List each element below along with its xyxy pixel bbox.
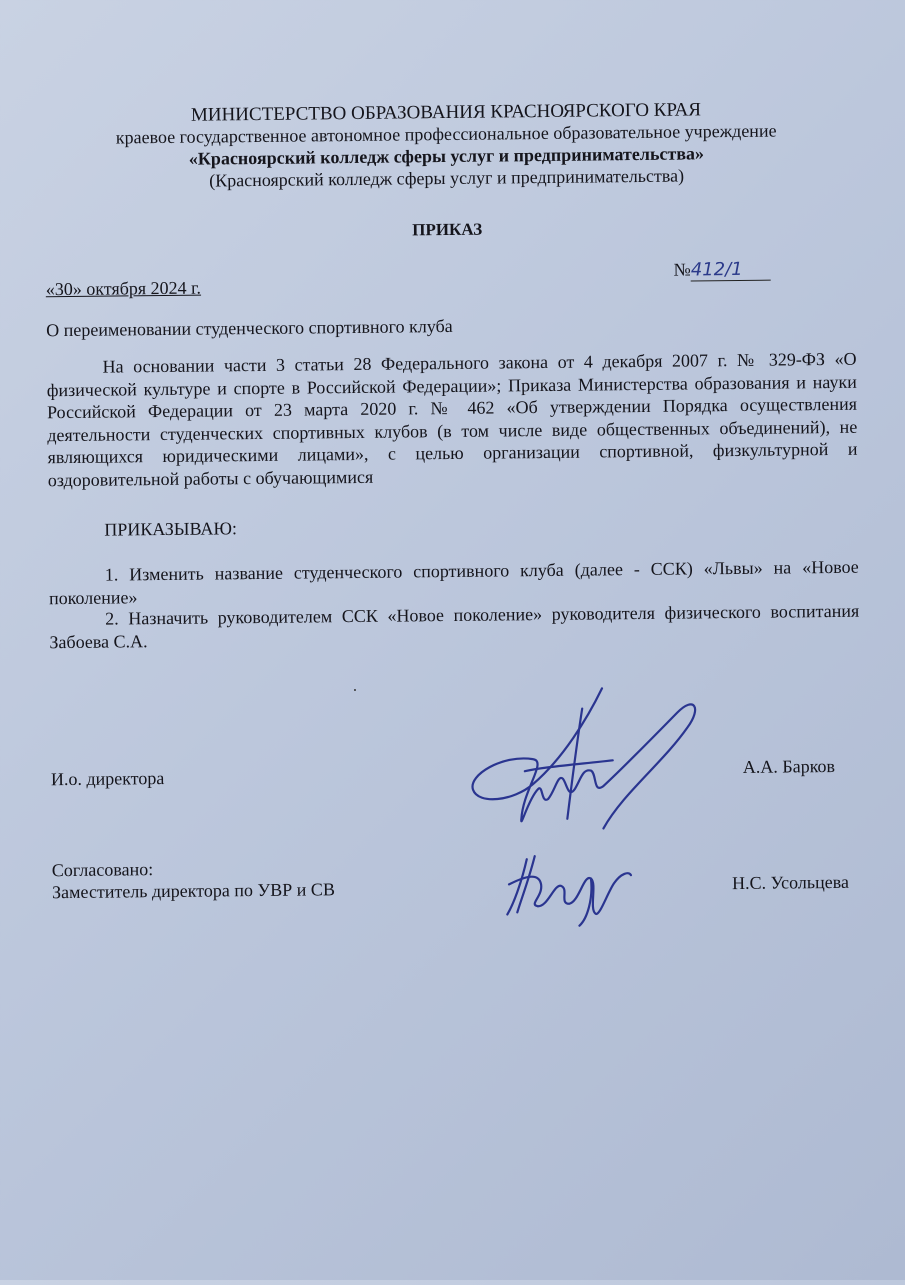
basis-text: На основании части 3 статьи 28 Федерального закона от 4 декабря 2007 г. № 329-ФЗ «О физической культуре и спорте в Российской Федерации»; Приказа Министерства образования и науки Российской Федерации от 23 марта 2020 г. № 462 «Об утверждении Порядка осуществления деятельности студенческих спортивных клубов (в том числе виде общественных объединений), не являющихся юридическими лицами», с целью организации спортивной, физкультурной и оздоровительной работы с обучающимися: [46, 348, 858, 490]
order-subject: О переименовании студенческого спортивного клуба: [46, 315, 453, 341]
deputy-signature: [499, 843, 640, 934]
order-number-handwritten: 412/1: [691, 259, 771, 282]
director-name: А.А. Барков: [742, 755, 836, 777]
deputy-role: Заместитель директора по УВР и СВ: [51, 879, 336, 903]
ministry-title: МИНИСТЕРСТВО ОБРАЗОВАНИЯ КРАСНОЯРСКОГО КРАЯ: [190, 99, 702, 126]
order-number-prefix: №: [673, 259, 691, 280]
deputy-name: Н.С. Усольцева: [731, 871, 850, 894]
ink-dot: [354, 689, 356, 691]
item-2-text: 2. Назначить руководителем ССК «Новое поколение» руководителя физического воспитания Забоева С.А.: [49, 600, 860, 652]
command-text: ПРИКАЗЫВАЮ:: [104, 518, 238, 540]
agreed-label: Согласовано:: [51, 859, 154, 881]
item-1-text: 1. Изменить название студенческого спортивного клуба (далее - ССК) «Львы» на «Новое поколение»: [48, 556, 859, 608]
order-title: ПРИКАЗ: [412, 219, 483, 240]
director-role: И.о. директора: [50, 768, 165, 790]
order-number: [673, 259, 770, 282]
institution-short-name: (Красноярский колледж сферы услуг и предпринимательства): [209, 165, 685, 191]
command-paragraph: [48, 511, 858, 542]
basis-paragraph: [46, 348, 857, 491]
institution-type: краевое государственное автономное профессиональное образовательное учреждение: [115, 120, 777, 148]
director-signature: [462, 677, 724, 850]
order-date: «30» октября 2024 г.: [45, 277, 202, 300]
item-2-paragraph: [49, 600, 859, 653]
institution-name: «Красноярский колледж сферы услуг и предпринимательства»: [188, 143, 705, 169]
